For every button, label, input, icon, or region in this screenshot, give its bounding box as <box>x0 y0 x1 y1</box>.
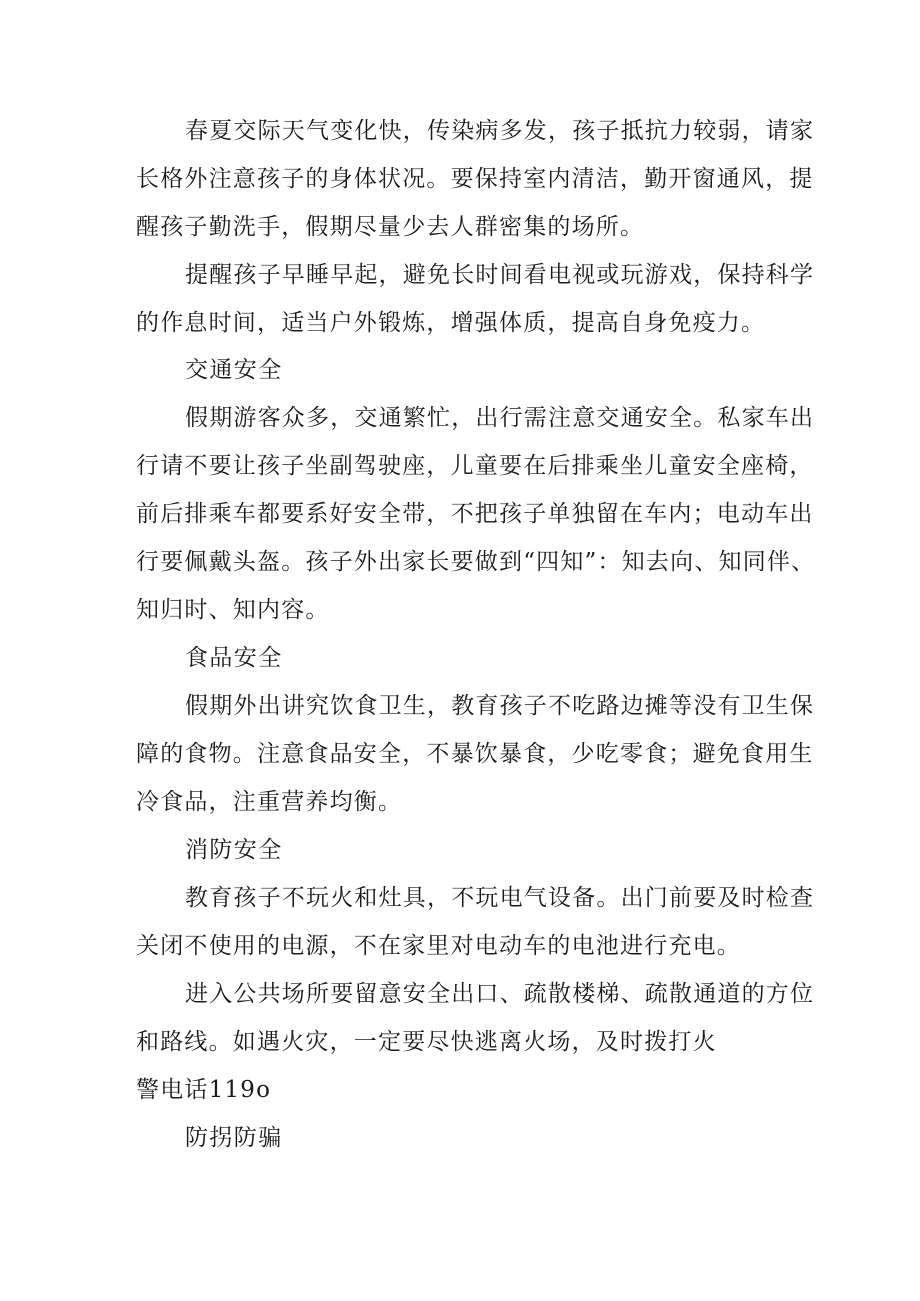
paragraph-line: 行要佩戴头盔。孩子外出家长要做到“四知”：知去向、知同伴、 <box>136 549 816 575</box>
section-heading-food: 食品安全 <box>185 645 283 671</box>
section-heading-traffic: 交通安全 <box>185 357 283 383</box>
paragraph-line: 行请不要让孩子坐副驾驶座，儿童要在后排乘坐儿童安全座椅， <box>136 453 814 479</box>
paragraph-line: 提醒孩子早睡早起，避免长时间看电视或玩游戏，保持科学 <box>185 262 815 288</box>
section-heading-fire: 消防安全 <box>185 837 283 863</box>
paragraph-line: 前后排乘车都要系好安全带，不把孩子单独留在车内；电动车出 <box>136 501 814 527</box>
paragraph-line: 进入公共场所要留意安全出口、疏散楼梯、疏散通道的方位 <box>185 981 815 1007</box>
section-heading-anti-abduction: 防拐防骗 <box>185 1125 283 1151</box>
paragraph-line: 教育孩子不玩火和灶具，不玩电气设备。出门前要及时检查 <box>185 885 815 911</box>
paragraph-line: 春夏交际天气变化快，传染病多发，孩子抵抗力较弱，请家 <box>185 118 815 144</box>
paragraph-line: 假期外出讲究饮食卫生，教育孩子不吃路边摊等没有卫生保 <box>185 693 815 719</box>
paragraph-line: 假期游客众多，交通繁忙，出行需注意交通安全。私家车出 <box>185 405 815 431</box>
paragraph-line: 和路线。如遇火灾，一定要尽快逃离火场，及时拨打火 <box>136 1029 717 1055</box>
paragraph-line: 关闭不使用的电源，不在家里对电动车的电池进行充电。 <box>136 933 741 959</box>
paragraph-line: 警电话119o <box>136 1077 272 1103</box>
paragraph-line: 障的食物。注意食品安全，不暴饮暴食，少吃零食；避免食用生 <box>136 741 814 767</box>
paragraph-line: 冷食品，注重营养均衡。 <box>136 789 403 815</box>
paragraph-line: 长格外注意孩子的身体状况。要保持室内清洁，勤开窗通风，提 <box>136 166 814 192</box>
paragraph-line: 醒孩子勤洗手，假期尽量少去人群密集的场所。 <box>136 214 645 240</box>
paragraph-line: 的作息时间，适当户外锻炼，增强体质，提高自身免疫力。 <box>136 310 766 336</box>
paragraph-line: 知归时、知内容。 <box>136 597 330 623</box>
